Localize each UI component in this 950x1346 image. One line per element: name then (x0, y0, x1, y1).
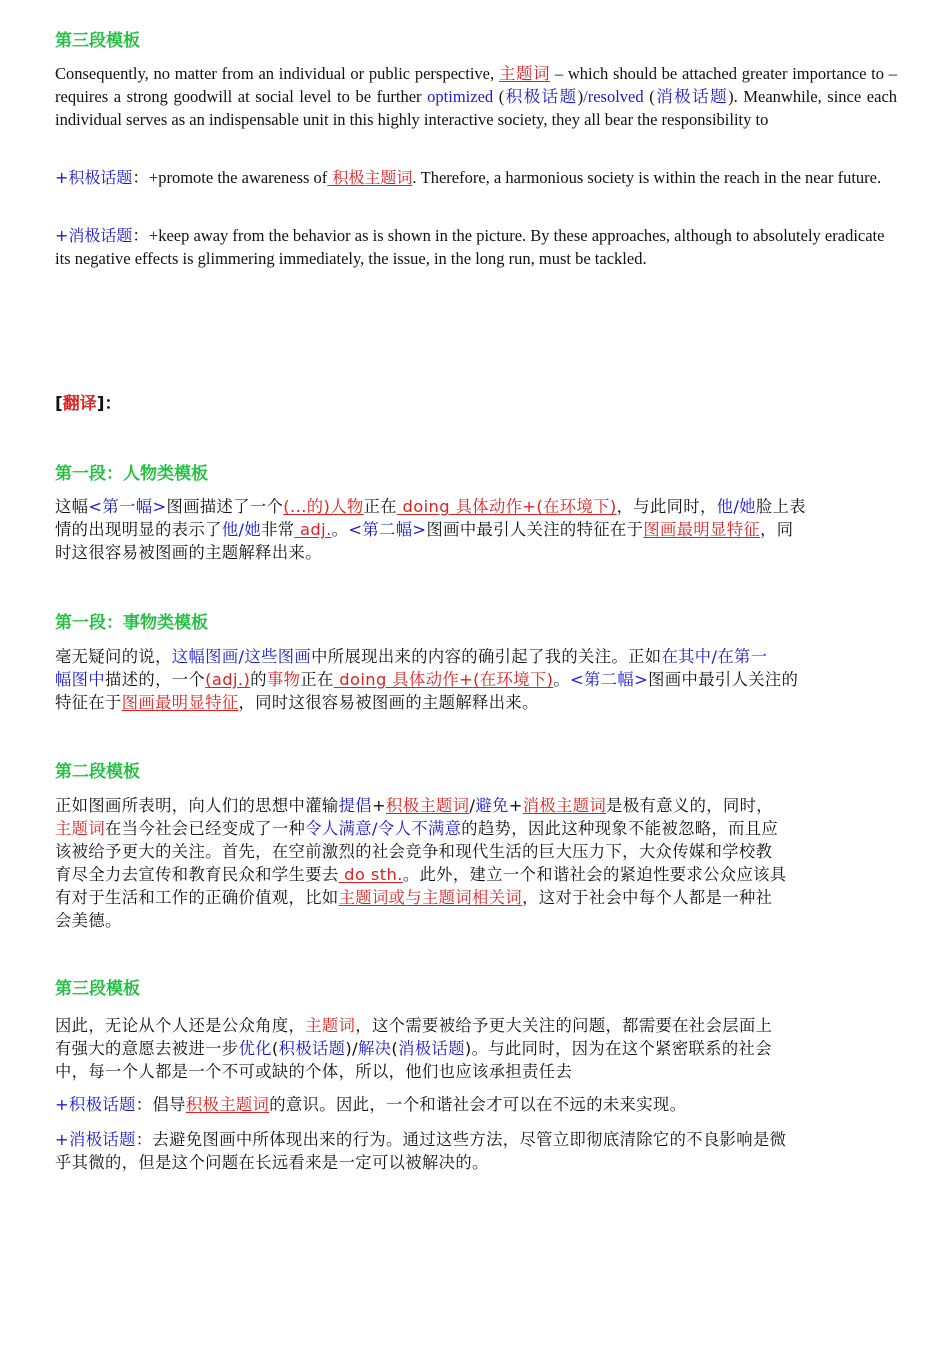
word-optimized: optimized (427, 87, 494, 106)
en-paragraph-2: +积极话题：+promote the awareness of 积极主题词. Therefore, a harmonious society is within the reach in the near future. (55, 168, 882, 187)
keyword-positive-topic: 积极主题词 (327, 168, 413, 187)
negative-topic-label: +消极话题 (55, 226, 133, 245)
s4-paragraph: 因此，无论从个人还是公众角度，主题词，这个需要被给予更大关注的问题，都需要在社会层面上 有强大的意愿去被进一步优化(积极话题)/解决(消极话题)。与此同时，因为在这个紧密联系的社会 中，每一个人都是一个不可或缺的个体，所以，他们也应该承担责任去 (55, 1016, 773, 1081)
keyword-negative: 消极话题 (654, 87, 729, 106)
s3-heading: 第二段模板 (55, 762, 140, 782)
s1-heading: 第一段：人物类模板 (55, 464, 208, 484)
positive-topic-label: +积极话题 (55, 168, 133, 187)
s4-negative-paragraph: +消极话题：去避免图画中所体现出来的行为。通过这些方法，尽管立即彻底清除它的不良影响是微 乎其微的，但是这个问题在长远看来是一定可以被解决的。 (55, 1130, 787, 1172)
word-resolved: /resolved (583, 87, 644, 106)
s3-paragraph: 正如图画所表明，向人们的思想中灌输提倡+积极主题词/避免+消极主题词是极有意义的，同时， 主题词在当今社会已经变成了一种令人满意/令人不满意的趋势，因此这种现象不能被忽略，而且应 该被给予更大的关注。首先，在空前激烈的社会竞争和现代生活的巨大压力下，大众传媒和学校教 育尽全力去宣传和教育民众和学生要去 do sth.。此外，建立一个和谐社会的紧迫性要求公众应该具 有对于生活和工作的正确价值观，比如主题词或与主题词相关词，这对于社会中每个人都是一种社 会美德。 (55, 796, 787, 930)
s1-paragraph: 这幅<第一幅>图画描述了一个(...的)人物正在 doing 具体动作+(在环境下)，与此同时，他/她脸上表 情的出现明显的表示了他/她非常 adj.。<第二幅>图画中最引人关注的特征在于图画最明显特征，同 时这很容易被图画的主题解释出来。 (55, 497, 806, 562)
s4-positive-line: +积极话题：倡导积极主题词的意识。因此，一个和谐社会才可以在不远的未来实现。 (55, 1095, 687, 1114)
en-paragraph-1: Consequently, no matter from an individual or public perspective, 主题词 – which should be attached greater importance to – requires a strong goodwill at social level to be further optimized (积极话题)/resolved (消极话题). Meanwhile, since each individual serves as an indispensable unit in this highly interactive society, they all bear the responsibility to (55, 64, 898, 129)
keyword-positive: 积极话题 (504, 87, 578, 106)
keyword-topic: 主题词 (498, 64, 551, 83)
s4-heading: 第三段模板 (55, 979, 140, 999)
s2-heading: 第一段：事物类模板 (55, 613, 208, 633)
en-paragraph-3: +消极话题：+keep away from the behavior as is shown in the picture. By these approaches, although to absolutely eradicate its negative effects is glimmering immediately, the issue, in the long run, must be tackled. (55, 226, 885, 268)
s2-paragraph: 毫无疑问的说，这幅图画/这些图画中所展现出来的内容的确引起了我的关注。正如在其中/在第一 幅图中描述的，一个(adj.)的事物正在 doing 具体动作+(在环境下)。<第二幅>图画中最引人关注的 特征在于图画最明显特征，同时这很容易被图画的主题解释出来。 (55, 647, 799, 712)
en-section-heading: 第三段模板 (55, 31, 140, 51)
translation-title: [翻译]： (55, 394, 122, 414)
